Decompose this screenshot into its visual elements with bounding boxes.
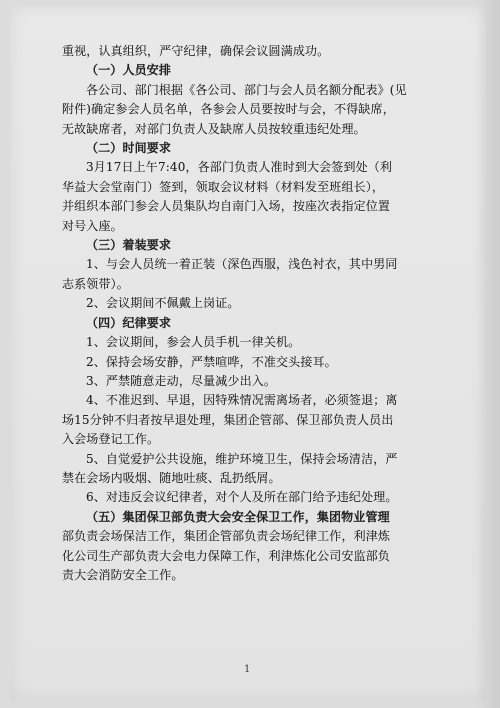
text-line: 责大会消防安全工作。 — [62, 567, 184, 582]
text-line: 华益大会堂南门）签到，领取会议材料（材料发至班组长）， — [62, 179, 385, 194]
text-line: 禁在会场内吸烟、随地吐痰、乱扔纸屑。 — [62, 470, 281, 485]
text-line: 附件)确定参会人员名单，各参会人员要按时与会，不得缺席， — [62, 102, 395, 117]
text-line: 入会场登记工作。 — [62, 432, 160, 447]
text-line: 2、会议期间不佩戴上岗证。 — [86, 296, 240, 311]
section-heading: （三）着装要求 — [86, 238, 172, 253]
text-line: 志系领带）。 — [62, 276, 129, 291]
text-line: 4、不准迟到、早退，因特殊情况需离场者，必须签退；离 — [86, 393, 398, 408]
text-line: 3、严禁随意走动，尽量减少出入。 — [86, 373, 277, 388]
text-line: 无故缺席者，对部门负责人及缺席人员按较重违纪处理。 — [62, 121, 366, 136]
scan-shadow — [476, 0, 500, 708]
text-line: 5、自觉爱护公共设施，维护环境卫生，保持会场清洁，严 — [86, 451, 398, 466]
text-line: 场15分钟不归者按早退处理，集团企管部、保卫部负责人员出 — [62, 412, 394, 427]
text-line: 各公司、部门根据《各公司、部门与会人员名额分配表》(见 — [86, 82, 407, 97]
section-heading: （四）纪律要求 — [86, 315, 172, 330]
text-line: 化公司生产部负责大会电力保障工作，利津炼化公司安监部负 — [62, 548, 391, 563]
text-line: 2、保持会场安静，严禁喧哗，不准交头接耳。 — [86, 354, 337, 369]
text-line: 6、对违反会议纪律者，对个人及所在部门给予违纪处理。 — [86, 490, 398, 505]
section-heading: （五）集团保卫部负责大会安全保卫工作，集团物业管理 — [86, 509, 390, 524]
text-line: 1、与会人员统一着正装（深色西服，浅色衬衣，其中男同 — [86, 257, 398, 272]
page-number: 1 — [244, 664, 251, 675]
text-line: 3月17日上午7:40，各部门负责人准时到大会签到处（利 — [86, 160, 393, 175]
section-heading: （一）人员安排 — [86, 63, 172, 78]
text-line: 1、会议期间，参会人员手机一律关机。 — [86, 335, 301, 350]
text-line: 重视，认真组织，严守纪律，确保会议圆满成功。 — [62, 44, 330, 58]
text-line: 对号入座。 — [62, 218, 123, 233]
document-body — [62, 42, 452, 585]
text-line: 部负责会场保洁工作，集团企管部负责会场纪律工作，利津炼 — [62, 529, 391, 544]
section-heading: （二）时间要求 — [86, 141, 172, 156]
text-line: 并组织本部门参会人员集队均自南门入场，按座次表指定位置 — [62, 199, 391, 214]
